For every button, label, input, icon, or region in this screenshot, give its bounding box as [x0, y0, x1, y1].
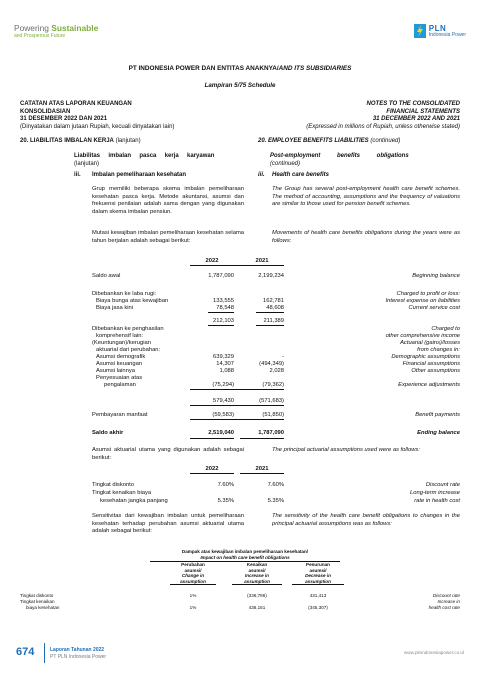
row-value-2022: 78,548 — [216, 305, 234, 311]
row-value-2021: (51,850) — [262, 412, 284, 418]
col-head-line: assumption — [170, 579, 216, 586]
row-label-en: health cost rate — [428, 605, 460, 610]
col-head-line: asumsi/ — [248, 567, 266, 573]
logo-indonesia-power: Indonesia Power — [428, 31, 466, 38]
col-head-line: Change in — [181, 573, 205, 578]
row-label: Dibebankan ke penghasilan — [92, 326, 164, 332]
row-label-en: Current service cost — [408, 305, 460, 311]
row-label: komprehensif lain: — [96, 333, 144, 339]
sub-title-id: Liabilitas imbalan pasca kerja karyawan — [74, 153, 215, 159]
row-label: Tingkat diskonto — [92, 482, 134, 488]
para-assumptions-id: Asumsi aktuarial utama yang digunakan adalah sebagai berikut: — [92, 447, 244, 461]
row-label-en: Actuarial (gains)/losses — [400, 340, 460, 346]
schedule-label: Lampiran 5/75 Schedule — [204, 82, 276, 89]
brand-word-sustainable: Sustainable — [51, 23, 99, 33]
row-value-2021: 2,199,234 — [258, 273, 284, 279]
sensitivity-col-change — [170, 562, 216, 585]
row-label: aktuarial dari perubahan: — [96, 347, 161, 353]
row-value-decrease: (345,307) — [308, 605, 328, 610]
subtotal-rule-2021 — [256, 312, 284, 313]
row-value-2021: 162,781 — [263, 298, 284, 304]
row-label: Penyesuaian atas — [96, 375, 143, 381]
subtotal-rule-2022 — [208, 312, 234, 313]
notes-date-en: 31 DECEMBER 2022 AND 2021 — [372, 116, 460, 122]
subtotal-rule — [190, 389, 284, 390]
sub-heading-id — [74, 153, 246, 168]
row-label: Pembayaran manfaat — [92, 412, 148, 418]
row-label-en: Discount rate — [432, 593, 460, 598]
row-value-increase: 436,151 — [248, 605, 266, 610]
para-schemes-id: Grup memiliki beberapa skema imbalan pemeliharaan kesehatan pasca kerja. Metode akuntansi, asumsi dan frekuensi penilaian adalah sama dengan yang digunakan dalam skema imbalan pensiun. — [92, 186, 244, 215]
row-label-en: from changes in: — [417, 347, 460, 353]
row-label-en: rate in health cost — [414, 498, 460, 504]
section-heading-id — [20, 138, 141, 146]
col-head-line: assumption — [232, 579, 282, 586]
row-label-en: Discount rate — [425, 482, 460, 488]
section-cont-id: (lanjutan) — [113, 138, 141, 144]
row-label: Tingkat diskonto — [20, 593, 54, 598]
company-name-en: AND ITS SUBSIDIARIES — [278, 65, 352, 72]
subtotal-rule-2022 — [208, 325, 234, 326]
para-sensitivity-id: Sensitivitas dari kewajiban imbalan untuk pemeliharaan kesehatan terhadap perubahan asumsi aktuarial utama adalah sebagai berikut: — [92, 513, 244, 535]
logo-pln: PLN — [428, 23, 447, 33]
brand-subline: and Prosperous Future — [14, 33, 66, 40]
notes-header-left — [20, 101, 174, 131]
row-label: Asumsi lainnya — [96, 368, 135, 374]
para-assumptions-en: The principal actuarial assumptions used were as follows: — [272, 447, 420, 453]
row-value-change: 1% — [189, 605, 197, 610]
notes-unit-id: (Dinyatakan dalam jutaan Rupiah, kecuali dinyatakan lain) — [20, 123, 175, 130]
subtotal-rule — [190, 405, 284, 406]
brand-tagline — [14, 24, 98, 40]
row-value-2022: 14,307 — [216, 361, 234, 367]
row-value-2021: 7.60% — [267, 482, 284, 488]
subtotal-value-2021: 211,389 — [263, 318, 284, 324]
row-label: kesehatan jangka panjang — [100, 498, 168, 504]
col-head-line: assumption — [292, 579, 344, 586]
row-label: Asumsi demografik — [96, 354, 146, 360]
para-movements-id: Mutasi kewajiban imbalan pemeliharaan kesehatan selama tahun berjalan adalah sebagai berikut: — [92, 230, 244, 244]
total-label: Saldo akhir — [92, 430, 124, 436]
col-head-line: Increase in — [244, 573, 269, 578]
row-label: Tingkat kenaikan — [20, 599, 55, 604]
row-label-en: Financial assumptions — [402, 361, 460, 367]
total-label-en: Ending balance — [417, 430, 460, 436]
total-value-2022: 2,519,040 — [190, 430, 234, 439]
subsub-title-en: Health care benefits — [272, 172, 330, 178]
notes-header-right — [306, 101, 460, 131]
total-value-2021: 1,787,090 — [240, 430, 284, 439]
col-head-line: asumsi/ — [184, 567, 202, 573]
row-label-en: Interest expense on liabilities — [385, 298, 460, 304]
section-title-en: 20. EMPLOYEE BENEFITS LIABILITIES — [258, 138, 369, 144]
company-name-id: PT INDONESIA POWER DAN ENTITAS ANAKNYA/ — [128, 65, 279, 72]
row-label-en: Other assumptions — [411, 368, 460, 374]
row-label-en: Benefit payments — [415, 412, 460, 418]
row-label-en: Experience adjustments — [398, 382, 460, 388]
row-value-2022: (75,294) — [212, 382, 234, 388]
row-label: (Keuntungan)/kerugian — [92, 340, 151, 346]
section-title-id: 20. LIABILITAS IMBALAN KERJA — [20, 138, 114, 144]
row-label-en: other comprehensive income — [385, 333, 460, 339]
subsub-num-en: iii. — [258, 172, 265, 178]
row-value-2022: 1,787,090 — [208, 273, 234, 279]
subtotal-rule — [190, 419, 284, 420]
col-head-line: Decrease in — [305, 573, 331, 578]
lightning-logo-icon — [414, 24, 426, 38]
row-value-2022: 133,555 — [213, 298, 234, 304]
row-value-2022: 5.35% — [217, 498, 234, 504]
footer-divider — [44, 643, 45, 663]
row-label: biaya kesehatan — [26, 605, 60, 610]
section-heading-en — [258, 138, 400, 146]
sub-cont-id: (lanjutan) — [74, 160, 100, 167]
row-value-2021: 48,608 — [266, 305, 284, 311]
notes-title-id-2: KONSOLIDASIAN — [20, 108, 71, 115]
col-2022: 2022 — [190, 466, 234, 474]
row-label: Saldo awal — [92, 273, 121, 279]
row-label-en: Charged to profit or loss: — [396, 291, 460, 297]
col-2021: 2021 — [240, 466, 284, 474]
para-movements-en: Movements of health care benefits obligations during the years were as follows: — [272, 230, 460, 244]
row-value-change: 1% — [189, 593, 197, 598]
notes-title-en-1: NOTES TO THE CONSOLIDATED — [366, 101, 460, 107]
row-label-en: Beginning balance — [412, 273, 460, 279]
section-cont-en: (continued) — [368, 138, 401, 144]
footer-report — [50, 647, 106, 660]
company-title — [0, 65, 480, 73]
row-label: Tingkat kenaikan biaya — [92, 490, 152, 496]
row-value-2022: 639,329 — [213, 354, 234, 360]
subsub-title-id: Imbalan pemeliharaan kesehatan — [92, 172, 187, 178]
sensitivity-title-en: Impact on health care benefit obligations — [150, 555, 340, 562]
row-value-2021: (79,362) — [262, 382, 284, 388]
sub-heading-en — [270, 153, 460, 168]
sensitivity-title: Dampak atas kewajiban imbalan pemeliharaan kesehatan/ — [181, 549, 309, 554]
pln-logo — [414, 24, 466, 38]
row-value-2021: 2,028 — [269, 368, 284, 374]
row-value-2022: (59,583) — [212, 412, 234, 418]
sub-cont-en: (continued) — [270, 160, 301, 167]
row-value-increase: (336,786) — [247, 593, 267, 598]
col-2021: 2021 — [240, 258, 284, 266]
col-head-line: Penurunan — [306, 562, 330, 567]
row-label: Biaya jasa kini — [96, 305, 134, 311]
brand-word-powering: Powering — [14, 23, 49, 33]
notes-date-id: 31 DESEMBER 2022 DAN 2021 — [20, 116, 108, 122]
sensitivity-col-decrease — [292, 562, 344, 585]
header-rule — [190, 265, 284, 266]
sub-title-en: Post-employment benefits obligations — [270, 153, 409, 159]
footer-report-title: Laporan Tahunan 2022 — [50, 647, 105, 653]
page-number: 674 — [16, 646, 35, 658]
col-head-line: Perubahan — [181, 562, 205, 567]
row-label-en: Increase in — [437, 599, 460, 604]
notes-title-id-1: CATATAN ATAS LAPORAN KEUANGAN — [20, 101, 132, 107]
row-value-decrease: 431,413 — [309, 593, 327, 598]
row-value-2021: 5.35% — [267, 498, 284, 504]
row-label-en: Long-term increase — [410, 490, 460, 496]
row-value-2022: 7.60% — [217, 482, 234, 488]
footer-company: PT PLN Indonesia Power — [50, 653, 107, 660]
para-sensitivity-en: The sensitivity of the health care benefit obligations to changes in the principal actuarial assumptions was as follows: — [272, 513, 460, 527]
row-label: Biaya bunga atas kewajiban — [96, 298, 169, 304]
subtotal-value-2021: (571,683) — [259, 398, 284, 404]
row-value-2021: (494,349) — [259, 361, 284, 367]
subtotal-value-2022: 212,103 — [213, 318, 234, 324]
row-label-en: Charged to — [431, 326, 460, 332]
notes-title-en-2: FINANCIAL STATEMENTS — [386, 108, 460, 115]
notes-unit-en: (Expressed in millions of Rupiah, unless otherwise stated) — [306, 123, 460, 130]
footer-url[interactable]: www.plnindonesiapower.co.id — [403, 650, 464, 655]
subtotal-rule-2021 — [256, 325, 284, 326]
sensitivity-col-increase — [232, 562, 282, 585]
row-value-2021: - — [282, 354, 284, 360]
subtotal-value-2022: 579,430 — [213, 398, 234, 404]
row-label: Dibebankan ke laba rugi: — [92, 291, 157, 297]
col-head-line: Kenaikan — [246, 562, 268, 567]
col-2022: 2022 — [190, 258, 234, 266]
para-schemes-en: The Group has several post-employment health care benefit schemes. The method of accounting, assumptions and the frequency of valuations are similar to those used for pension benefit schemes. — [272, 186, 460, 208]
row-label-en: Demographic assumptions — [391, 354, 460, 360]
row-label: Asumsi keuangan — [96, 361, 143, 367]
subsub-num-id: iii. — [74, 172, 81, 178]
row-label: pengalaman — [104, 382, 136, 388]
row-value-2022: 1,088 — [219, 368, 234, 374]
col-head-line: asumsi/ — [309, 567, 327, 573]
